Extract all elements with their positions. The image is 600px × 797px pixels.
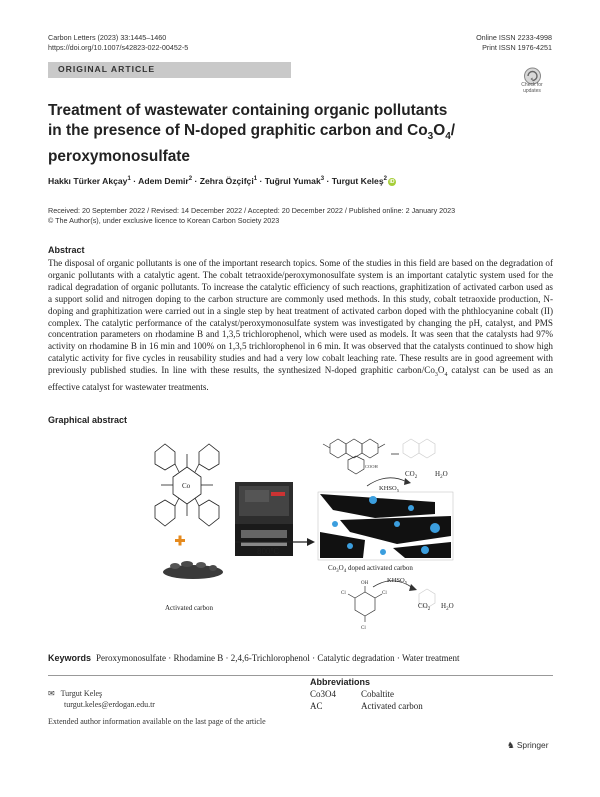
curved-arrow-top-icon: [404, 478, 411, 485]
cobalt-center-label: Co: [182, 482, 191, 490]
khso5-bottom-label: $KHSO_5$: [387, 577, 407, 585]
trichlorophenol-structure: [348, 586, 382, 622]
graphical-abstract-heading: Graphical abstract: [48, 415, 128, 425]
abstract-text: The disposal of organic pollutants is one of the important research topics. Some of the studies in this field are based on the degradation of organic pollutants with a catalytic agent. The cobalt tetraoxide/peroxymonosulfate system is an important catalytic system used for the radical degradation of organic pollutants. To increase the catalytic efficiency of such reactions, graphitization of activated carbon used as a support solid and nitrogen doping to the carbon structure are commonly used methods. In this study, cobalt tetraoxide production, N-doping and graphitization were carried out in a single step by heat treatment of activated carbon doped with the phthlocyanine cobalt (II) complex. The catalytic performance of the catalyst/peroxymonosulfate system was investigated by changing the pH, catalyst, and PMS concentration parameters on rhodamine B and 1,3,5 trichlorophenol, which were used as models. It was seen that the catalysts had 97% activity on rhodamine B in 16 min and 100% on 1,3,5 trichlorophenol in 6 min. It was observed that the catalysts continued to show high catalytic activity for five cycles in reusability studies and had a very low cobalt leaching rate. These results are in good agreement with previously published studies. In line with these results, the synthesized N-doped graphitic carbon/$Co_3O_4$ catalyst can be used as an effective catalyst for wastewater treatments.: [48, 258, 553, 392]
plus-icon-vertical: [179, 536, 182, 546]
cl-label: Cl: [341, 591, 346, 596]
cl-label: Cl: [361, 626, 366, 631]
cl-label: Cl: [382, 591, 387, 596]
activated-carbon-label: Activated carbon: [165, 604, 214, 612]
temperature-label: 800°C: [257, 547, 280, 556]
article-title: Treatment of wastewater containing organic pollutants in the presence of N-doped graphitic carbon and $Co_3O_4/$ peroxymonosulfate: [48, 102, 456, 166]
mail-icon: ✉: [48, 689, 55, 698]
h2o-top-label: $H_2O$: [435, 470, 448, 480]
co3o4-label: $Co_3O_4$ doped activated carbon: [328, 564, 413, 574]
check-for-updates-label[interactable]: Check for updates: [521, 82, 543, 94]
doi-link[interactable]: https://doi.org/10.1007/s42823-022-00452-5: [48, 43, 189, 52]
h2o-bottom-label: $H_2O$: [441, 602, 454, 612]
abstract-heading: Abstract: [48, 245, 85, 255]
author-name[interactable]: Tuğrul Yumak: [264, 176, 321, 186]
author-name[interactable]: Hakkı Türker Akçay: [48, 176, 128, 186]
online-issn: Online ISSN 2233-4998: [476, 33, 552, 42]
abbreviations-heading: Abbreviations: [310, 677, 371, 687]
activated-carbon-pile: [163, 561, 223, 579]
graphical-abstract-figure: [135, 432, 465, 632]
publisher-logo: ♞ Springer: [507, 740, 549, 750]
khso5-top-label: $KHSO_5$: [379, 485, 399, 493]
orcid-icon[interactable]: iD: [389, 178, 395, 185]
print-issn: Print ISSN 1976-4251: [482, 43, 552, 52]
abbreviation-term: AC: [310, 701, 323, 711]
co2-top-label: $CO_2$: [405, 470, 418, 480]
journal-reference: Carbon Letters (2023) 33:1445–1460: [48, 33, 167, 42]
curved-arrow-bottom-icon: [409, 584, 417, 591]
divider: [48, 675, 553, 676]
author-name[interactable]: Turgut Keleş: [331, 176, 384, 186]
abbreviation-meaning: Activated carbon: [361, 701, 423, 711]
correspondence: ✉ Turgut Keleş turgut.keles@erdogan.edu.tr Extended author information available on the last page of the article: [48, 689, 266, 726]
publication-dates: Received: 20 September 2022 / Revised: 14 December 2022 / Accepted: 20 December 2022 / Published online: 2 January 2023 © The Author(s), under exclusive licence to Korean Carbon Society 2023: [48, 206, 456, 225]
author-name[interactable]: Zehra Özçifçi: [199, 176, 254, 186]
degraded-product-faded: [403, 439, 435, 458]
author-email[interactable]: turgut.keles@erdogan.edu.tr: [64, 700, 155, 709]
furnace-icon: [235, 482, 293, 556]
springer-horse-icon: ♞: [507, 740, 515, 750]
arrow-right-icon: [307, 538, 315, 546]
cooh-label: COOH: [365, 464, 378, 469]
abbreviation-term: Co3O4: [310, 689, 337, 699]
co2-bottom-label: $CO_2$: [418, 602, 431, 612]
article-type: ORIGINAL ARTICLE: [58, 64, 156, 74]
author-list: Hakkı Türker Akçay$^1$ · Adem Demir$^2$ · Zehra Özçifçi$^1$ · Tuğrul Yumak$^3$ · Turgut Keleş$^2$ iD: [48, 176, 395, 186]
author-name[interactable]: Adem Demir: [138, 176, 189, 186]
porous-carbon-block: [318, 492, 453, 560]
keywords: Keywords Peroxymonosulfate · Rhodamine B · 2,4,6-Trichlorophenol · Catalytic degradation · Water treatment: [48, 653, 460, 663]
abbreviation-meaning: Cobaltite: [361, 689, 394, 699]
oh-label: OH: [361, 581, 369, 586]
